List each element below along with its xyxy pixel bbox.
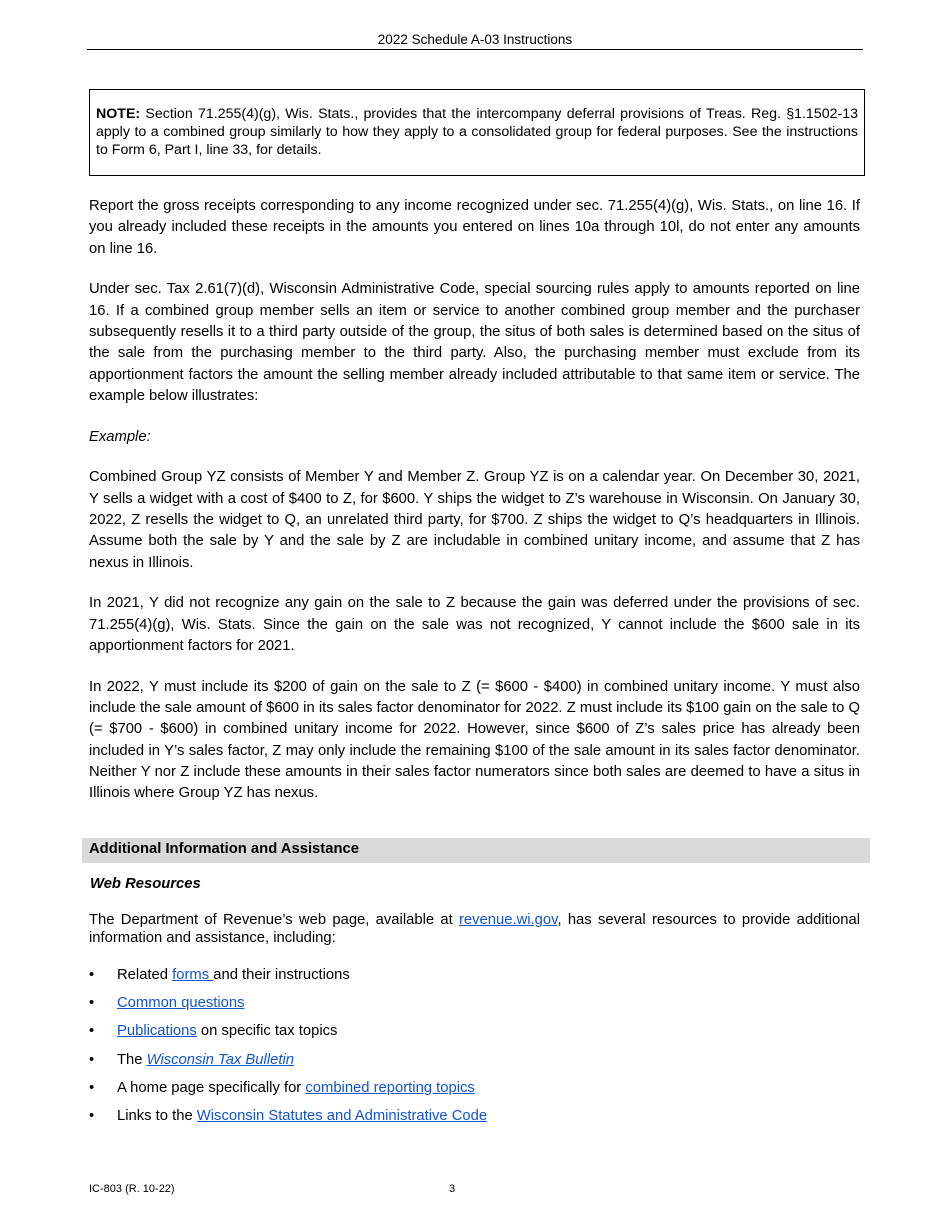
list-item [89,965,487,993]
item-text: The [117,1051,147,1068]
list-item [89,993,487,1021]
list-item [89,1078,487,1106]
common-questions-link[interactable]: Common questions [117,995,245,1012]
item-text: Related [117,967,173,983]
combined-reporting-link[interactable]: combined reporting topics [305,1079,475,1096]
web-resources-heading: Web Resources [90,876,201,892]
item-text: on specific tax topics [196,1023,338,1040]
item-text: and their instructions [213,967,350,983]
bullet: • [89,967,95,983]
footer-form-id: IC-803 (R. 10-22) [89,1183,175,1195]
bullet: • [89,1023,95,1040]
note-text: Section 71.255(4)(g), Wis. Stats., provides that the intercompany deferral provisions of Treas. Reg. §1.1502-13 apply to a combined group similarly to how they apply to a consolidated group for federal purposes. See the instructions to Form 6, Part I, line 33, for details. [96,106,858,158]
bullet: • [89,995,95,1012]
item-text: A home page specifically for [117,1079,306,1096]
paragraph-sourcing-rules: Under sec. Tax 2.61(7)(d), Wisconsin Administrative Code, special sourcing rules apply to amounts reported on line 16. If a combined group member sells an item or service to another combined group member and the purchaser subsequently resells it to a third party outside of the group, the situs of both sales is determined based on the situs of the sale from the purchasing member to the third party. Also, the purchasing member must exclude from its apportionment factors the amount the selling member already included attributable to that same item or service. The example below illustrates: [89,281,860,404]
list-item [89,1050,487,1078]
web-resources-intro [89,911,860,947]
bullet: • [89,1079,95,1096]
footer-page-number: 3 [449,1183,456,1195]
paragraph-2022: In 2022, Y must include its $200 of gain on the sale to Z (= $600 - $400) in combined unitary income. Y must also include the sale amount of $600 in its sales factor denominator for 2022. Z must include its $100 gain on the sale to Q (= $700 - $600) in combined unitary income for 2022. However, since $600 of Z’s sales price has already been included in Y’s sales factor, Z may only include the remaining $100 of the sale amount in its sales factor denominator. Neither Y nor Z include these amounts in their sales factor numerators since both sales are deemed to have a situs in Illinois where Group YZ has nexus. [89,678,860,802]
bullet: • [89,1107,95,1124]
body-text [89,196,860,824]
intro-text-after: , has several resources to provide additional information and assistance, including: [89,912,860,946]
section-header-bar [82,838,870,863]
resources-list [89,965,487,1134]
intro-text-before: The Department of Revenue’s web page, available at [89,912,459,928]
revenue-link[interactable]: revenue.wi.gov [459,912,558,928]
list-item [89,1021,487,1049]
page-header: 2022 Schedule A-03 Instructions [87,32,863,50]
paragraph-example-setup: Combined Group YZ consists of Member Y and Member Z. Group YZ is on a calendar year. On December 30, 2021, Y sells a widget with a cost of $400 to Z, for $600. Y ships the widget to Z’s warehouse in Wisconsin. On January 30, 2022, Z resells the widget to Q, an unrelated third party, for $700. Z ships the widget to Q’s headquarters in Illinois. Assume both the sale by Y and the sale by Z are includable in combined unitary income, and assume that Z has nexus in Illinois. [89,469,860,571]
item-text: Links to the [117,1107,197,1124]
forms-link[interactable]: forms [172,967,214,983]
section-title: Additional Information and Assistance [89,841,359,857]
bullet: • [89,1051,95,1068]
example-label: Example: [89,428,151,445]
statutes-link[interactable]: Wisconsin Statutes and Administrative Code [196,1107,488,1124]
publications-link[interactable]: Publications [117,1023,197,1040]
list-item [89,1106,487,1134]
note-label: NOTE: [96,106,141,122]
tax-bulletin-link[interactable]: Wisconsin Tax Bulletin [146,1051,294,1068]
paragraph-gross-receipts: Report the gross receipts corresponding to any income recognized under sec. 71.255(4)(g), Wis. Stats., on line 16. If you already included these receipts in the amounts you entered on lines 10a through 10l, do not enter any amounts on line 16. [89,198,860,257]
note-box [89,89,865,176]
paragraph-2021: In 2021, Y did not recognize any gain on the sale to Z because the gain was deferred under the provisions of sec. 71.255(4)(g), Wis. Stats. Since the gain on the sale was not recognized, Y cannot include the $600 sale in its apportionment factors for 2021. [89,595,860,655]
